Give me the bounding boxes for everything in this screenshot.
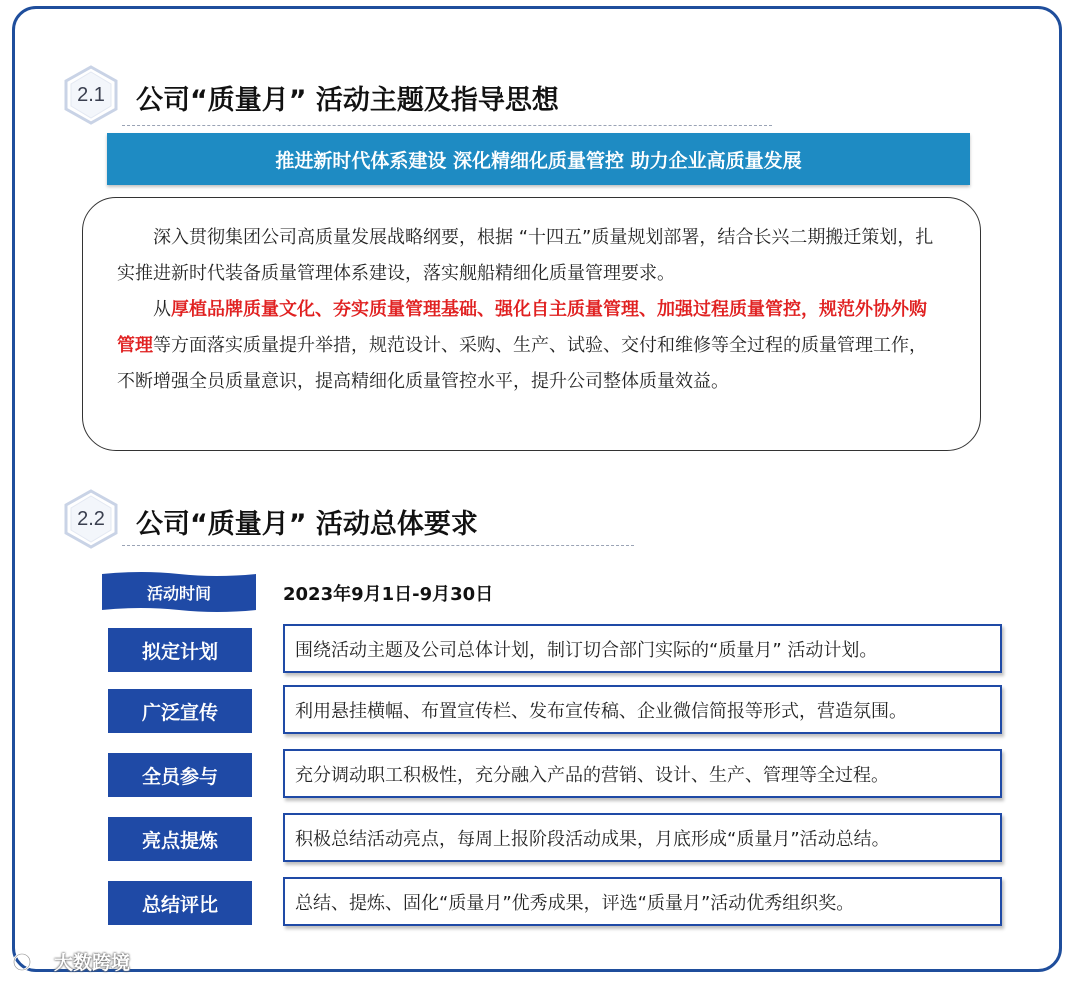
watermark-text: 大数跨境 (54, 952, 131, 974)
guiding-text-box (82, 197, 981, 451)
section-divider (122, 545, 634, 546)
requirement-text: 充分调动职工积极性，充分融入产品的营销、设计、生产、管理等全过程。 (283, 749, 1002, 798)
requirement-text: 总结、提炼、固化“质量月”优秀成果，评选“质量月”活动优秀组织奖。 (283, 877, 1002, 926)
highlighted-text: 厚植品牌质量文化、夯实质量管理基础、强化自主质量管理、加强过程质量管控，规范外协外购管理 (117, 299, 927, 356)
section-number: 2.2 (77, 507, 105, 530)
section-number-badge (60, 64, 122, 126)
section-number-badge (60, 488, 122, 550)
theme-banner: 推进新时代体系建设 深化精细化质量管控 助力企业高质量发展 (107, 133, 970, 185)
activity-time-tab (102, 570, 256, 614)
chat-bubble-logo-icon (12, 950, 48, 974)
section-divider (122, 125, 772, 126)
watermark (12, 948, 130, 975)
paragraph-rest: 等方面落实质量提升举措，规范设计、采购、生产、试验、交付和维修等全过程的质量管理工作，不断增强全员质量意识，提高精细化质量管控水平，提升公司整体质量效益。 (117, 335, 927, 392)
section-number: 2.1 (77, 83, 105, 106)
requirement-label: 广泛宣传 (108, 689, 252, 733)
requirement-label: 全员参与 (108, 753, 252, 797)
requirement-label: 总结评比 (108, 881, 252, 925)
section-title: 公司“质量月” 活动总体要求 (136, 509, 478, 540)
requirement-text: 利用悬挂横幅、布置宣传栏、发布宣传稿、企业微信简报等形式，营造氛围。 (283, 685, 1002, 734)
activity-time-label: 活动时间 (146, 583, 211, 603)
requirement-text: 围绕活动主题及公司总体计划，制订切合部门实际的“质量月” 活动计划。 (283, 624, 1002, 673)
section-title: 公司“质量月” 活动主题及指导思想 (136, 85, 559, 116)
paragraph (117, 292, 942, 400)
requirement-label: 亮点提炼 (108, 817, 252, 861)
paragraph: 深入贯彻集团公司高质量发展战略纲要，根据 “十四五”质量规划部署，结合长兴二期搬迁策划，扎实推进新时代装备质量管理体系建设，落实舰船精细化质量管理要求。 (117, 227, 934, 284)
requirement-text: 积极总结活动亮点，每周上报阶段活动成果，月底形成“质量月”活动总结。 (283, 813, 1002, 862)
paragraph-prefix: 从 (153, 299, 171, 320)
requirement-label: 拟定计划 (108, 628, 252, 672)
activity-time-value: 2023年9月1日-9月30日 (283, 584, 494, 605)
